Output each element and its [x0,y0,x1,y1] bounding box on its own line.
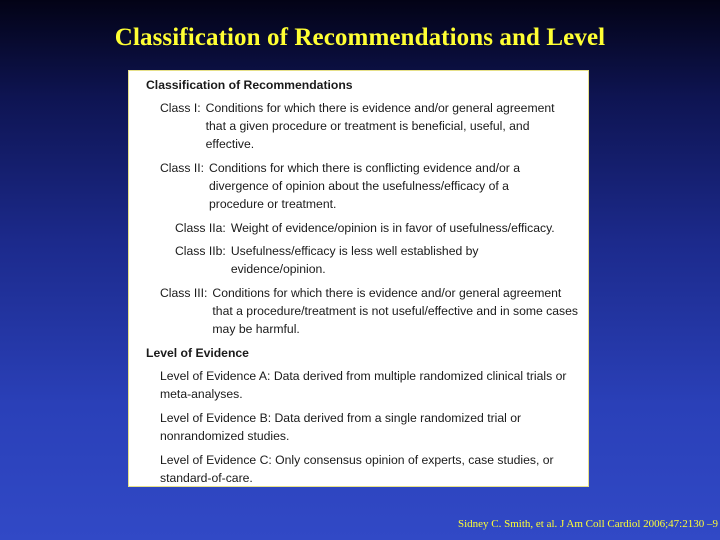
class-iib-text: Usefulness/efficacy is less well established by evidence/opinion. [230,244,479,277]
class-iia-row [175,219,585,237]
evidence-heading: Level of Evidence [146,346,249,360]
class-ii-row [160,159,540,214]
classification-heading: Classification of Recommendations [146,78,353,92]
class-iii-row [160,284,580,339]
class-iib-row [175,242,495,278]
evidence-c-text: Level of Evidence C: Only consensus opinion of experts, case studies, or standard-of-care. [160,453,554,486]
evidence-c-row [160,451,575,487]
class-i-label: Class I: [160,101,201,115]
class-i-row [160,99,572,154]
recommendations-panel [128,70,589,487]
citation: Sidney C. Smith, et al. J Am Coll Cardiol 2006;47:2130 –9 [457,518,718,530]
class-i-text: Conditions for which there is evidence and/or general agreement that a given procedure or treatment is beneficial, useful, and effective. [205,101,555,152]
slide-title: Classification of Recommendations and Level [114,24,606,51]
evidence-b-row [160,409,560,445]
class-ii-text: Conditions for which there is conflicting evidence and/or a divergence of opinion about the usefulness/efficacy of a procedure or treatment. [209,161,520,212]
evidence-a-text: Level of Evidence A: Data derived from multiple randomized clinical trials or meta-analyses. [160,369,567,402]
evidence-a-row [160,367,575,403]
class-iii-label: Class III: [160,286,208,300]
class-iia-text: Weight of evidence/opinion is in favor of usefulness/efficacy. [230,221,555,235]
evidence-b-text: Level of Evidence B: Data derived from a single randomized trial or nonrandomized studies. [160,411,522,444]
class-iib-label: Class IIb: [175,244,226,258]
class-iia-label: Class IIa: [175,221,226,235]
class-iii-text: Conditions for which there is evidence and/or general agreement that a procedure/treatment is not useful/effective and in some cases may be harmful. [212,286,579,337]
class-ii-label: Class II: [160,161,205,175]
